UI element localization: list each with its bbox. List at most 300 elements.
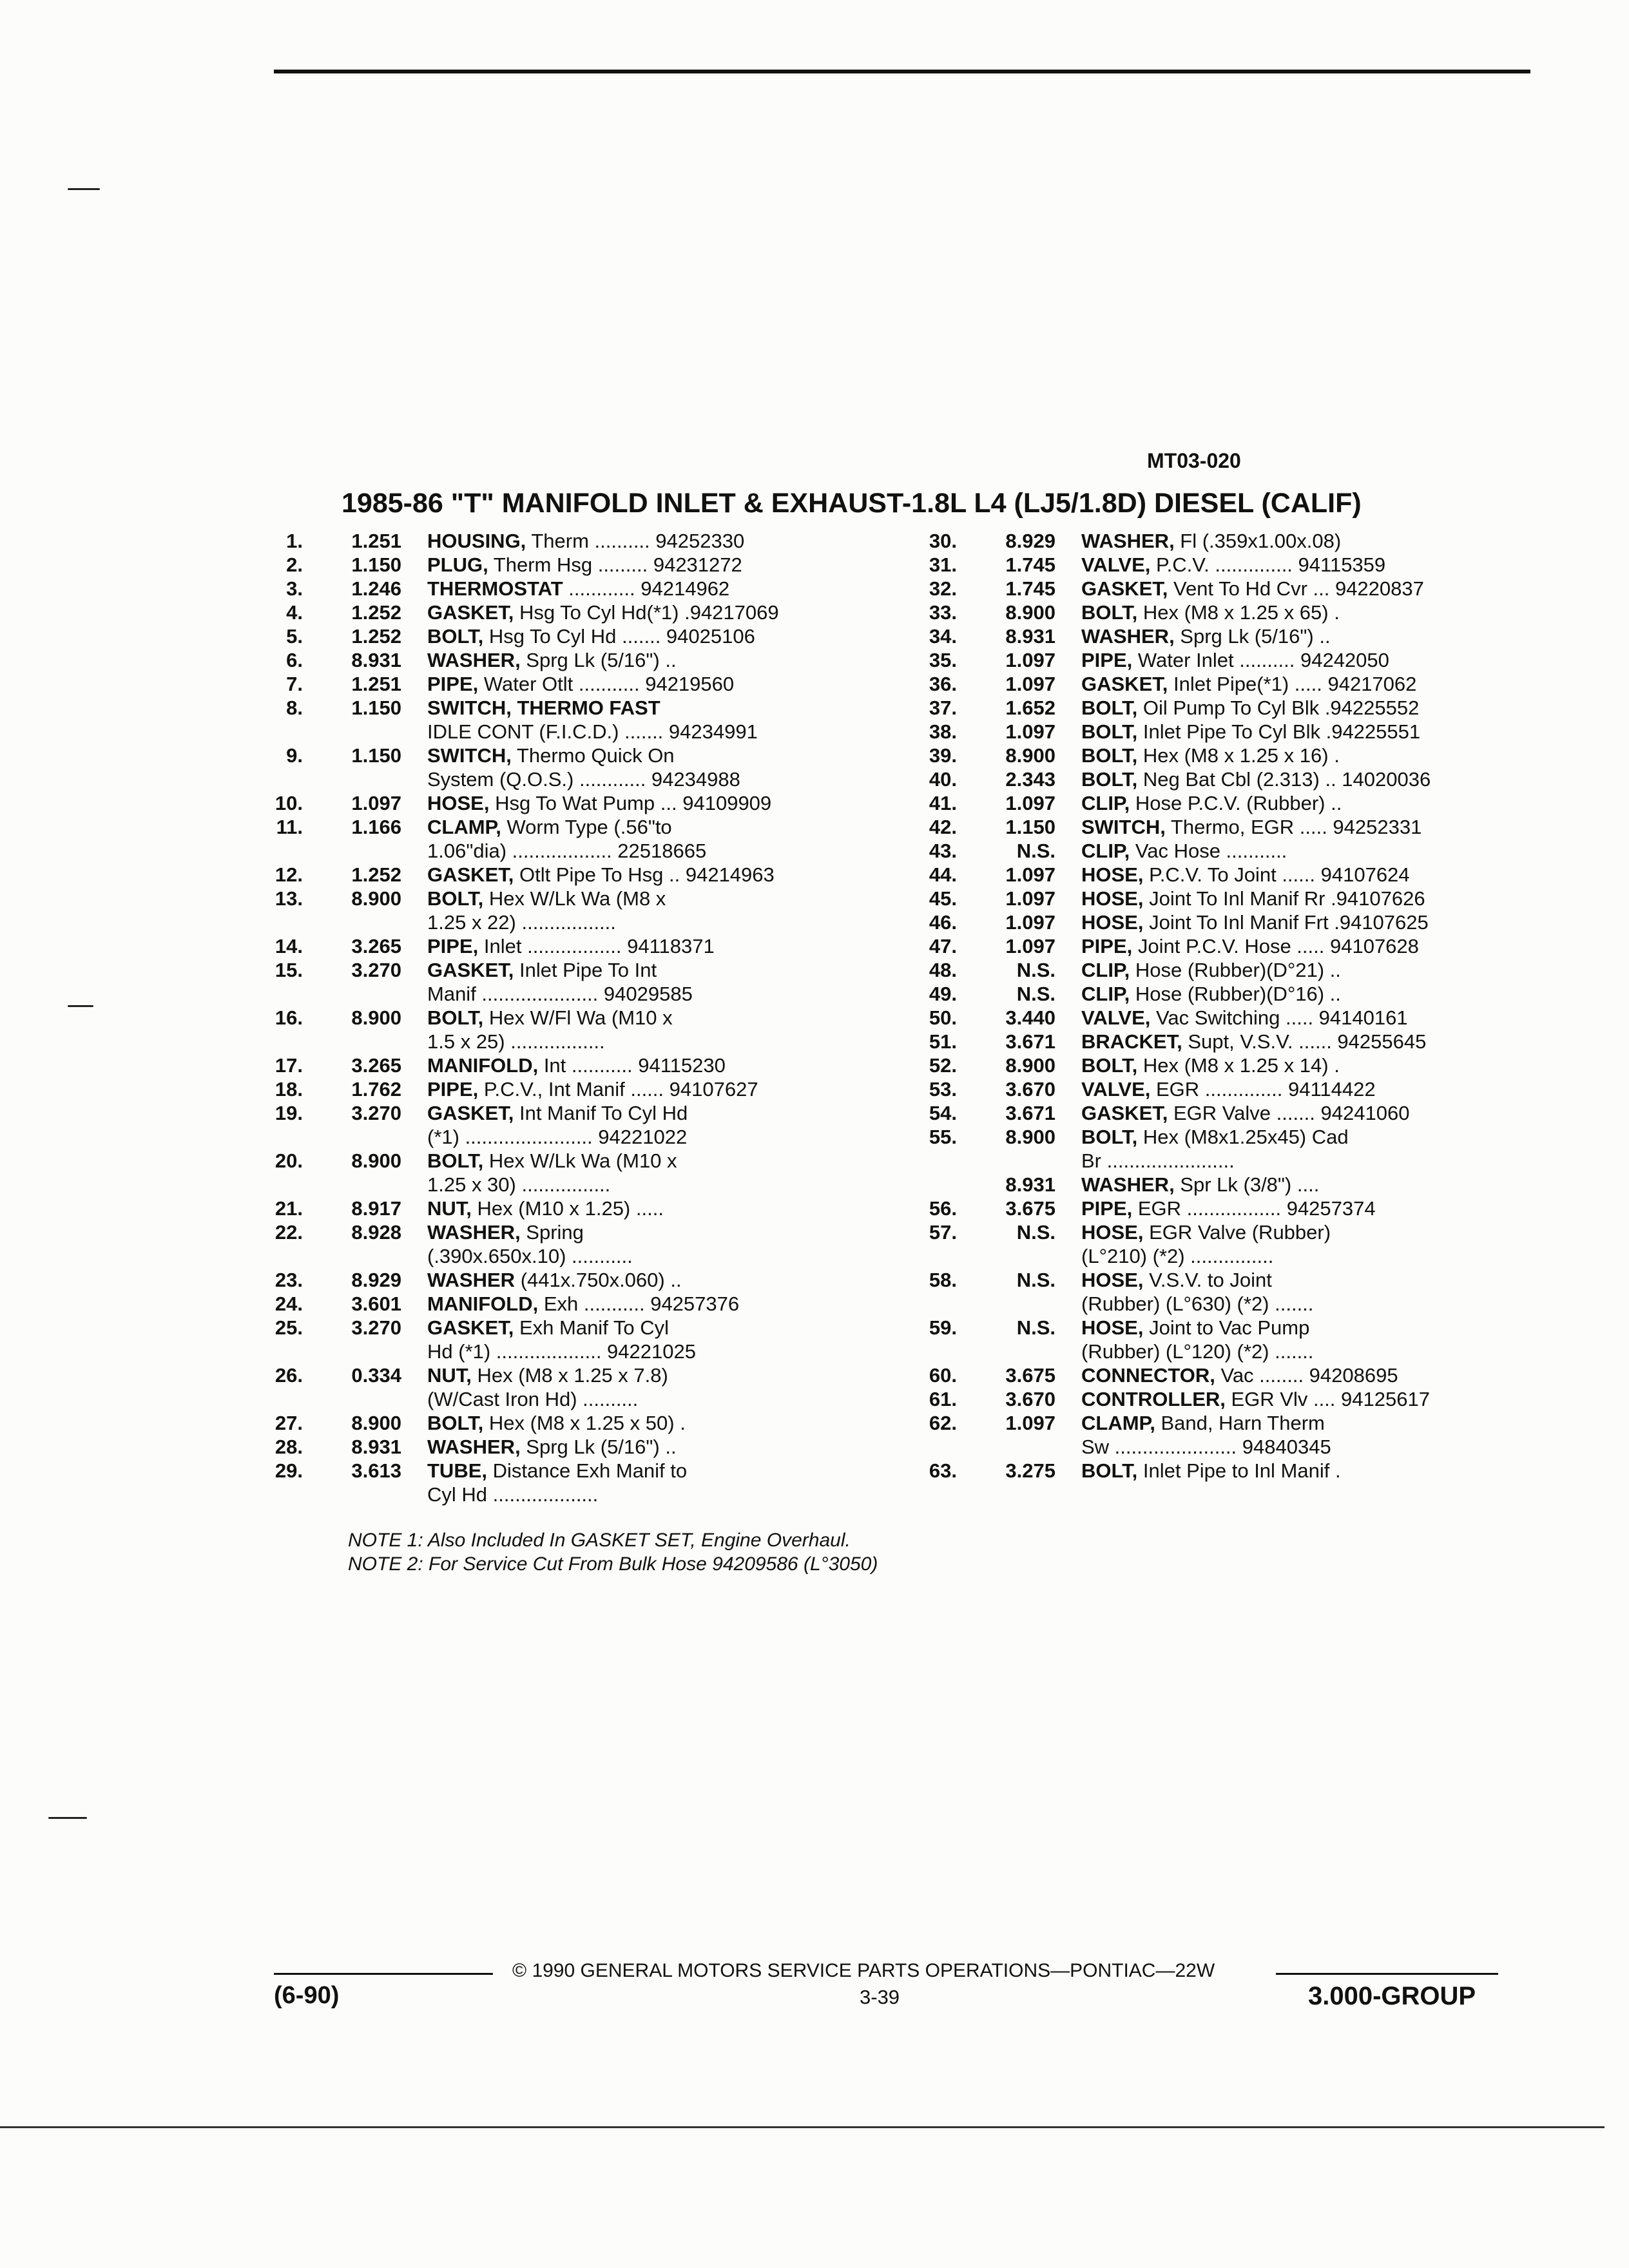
part-row bbox=[915, 1220, 1559, 1244]
item-number: 17. bbox=[275, 1054, 303, 1077]
part-description bbox=[401, 1268, 682, 1292]
part-detail: Hose P.C.V. (Rubber) .. bbox=[1130, 792, 1342, 814]
part-name: GASKET, bbox=[427, 1316, 514, 1339]
item-number: 8. bbox=[286, 697, 303, 719]
part-detail: Hex (M8x1.25x45) Cad bbox=[1137, 1126, 1349, 1148]
part-row bbox=[261, 815, 892, 839]
part-description bbox=[401, 1435, 677, 1459]
note-2: NOTE 2: For Service Cut From Bulk Hose 94209586 (L°3050) bbox=[348, 1553, 878, 1575]
part-row bbox=[261, 1387, 892, 1411]
part-name: GASKET, bbox=[427, 959, 514, 981]
part-row bbox=[915, 934, 1559, 958]
group-code: 3.675 bbox=[1005, 1364, 1055, 1387]
part-detail: ............ 94214962 bbox=[563, 577, 730, 600]
item-number: 27. bbox=[275, 1412, 303, 1434]
part-name: CLIP, bbox=[1081, 959, 1130, 981]
item-number: 3. bbox=[286, 577, 303, 600]
part-name: TUBE, bbox=[427, 1459, 487, 1482]
part-row bbox=[915, 1101, 1559, 1125]
part-description bbox=[1055, 577, 1424, 601]
part-name: BOLT, bbox=[427, 1412, 484, 1434]
group-code: 1.252 bbox=[351, 625, 401, 648]
item-number: 39. bbox=[929, 744, 957, 767]
part-row bbox=[261, 1411, 892, 1435]
part-description bbox=[1055, 696, 1419, 720]
item-number: 51. bbox=[929, 1030, 957, 1053]
part-row bbox=[915, 958, 1559, 982]
part-row bbox=[915, 720, 1559, 744]
binder-mark bbox=[68, 188, 100, 190]
item-number: 59. bbox=[929, 1316, 957, 1339]
part-row bbox=[261, 1173, 892, 1196]
item-number: 50. bbox=[929, 1006, 957, 1029]
part-detail: Hex (M8 x 1.25 x 65) . bbox=[1137, 601, 1340, 624]
part-name: HOSE, bbox=[1081, 911, 1144, 934]
part-row bbox=[261, 934, 892, 958]
part-name: VALVE, bbox=[1081, 1078, 1151, 1100]
group-code bbox=[303, 767, 401, 791]
group-code: 1.652 bbox=[1005, 697, 1055, 719]
group-code: N.S. bbox=[1016, 1316, 1055, 1339]
item-number: 14. bbox=[275, 935, 303, 957]
part-name: BOLT, bbox=[427, 887, 484, 910]
part-description bbox=[1055, 982, 1341, 1006]
item-number bbox=[915, 1173, 957, 1196]
part-row bbox=[915, 1173, 1559, 1196]
part-description bbox=[1055, 1006, 1408, 1030]
part-name: WASHER, bbox=[427, 649, 521, 671]
part-row bbox=[261, 767, 892, 791]
item-number: 48. bbox=[929, 959, 957, 981]
part-detail: EGR Valve (Rubber) bbox=[1143, 1221, 1331, 1244]
item-number: 23. bbox=[275, 1269, 303, 1291]
parts-list-right bbox=[915, 529, 1559, 1483]
part-detail: Thermo Quick On bbox=[511, 744, 675, 767]
part-row bbox=[261, 1363, 892, 1387]
part-detail: Hsg To Cyl Hd ....... 94025106 bbox=[483, 625, 755, 648]
part-name: CLIP, bbox=[1081, 983, 1130, 1005]
group-code: 1.097 bbox=[1005, 935, 1055, 957]
part-detail: (*1) ....................... 94221022 bbox=[427, 1126, 688, 1148]
part-row bbox=[915, 1411, 1559, 1435]
group-code: 1.097 bbox=[1005, 649, 1055, 671]
part-row bbox=[261, 863, 892, 887]
part-detail: Spr Lk (3/8") .... bbox=[1174, 1173, 1320, 1196]
part-description bbox=[401, 1220, 584, 1244]
part-row bbox=[261, 672, 892, 696]
part-row bbox=[915, 1340, 1559, 1363]
group-code: 3.601 bbox=[351, 1293, 401, 1315]
bottom-rule bbox=[0, 2126, 1605, 2128]
copyright: © 1990 GENERAL MOTORS SERVICE PARTS OPERATIONS—PONTIAC—22W bbox=[512, 1960, 1215, 1981]
group-code: 1.745 bbox=[1005, 577, 1055, 600]
part-detail: Sprg Lk (5/16") .. bbox=[1174, 625, 1331, 648]
part-description bbox=[401, 910, 616, 934]
group-code: 3.275 bbox=[1005, 1459, 1055, 1482]
item-number: 44. bbox=[929, 863, 957, 886]
part-description bbox=[401, 1053, 726, 1077]
part-description bbox=[401, 1459, 687, 1483]
part-name: BOLT, bbox=[1081, 1459, 1138, 1482]
part-row bbox=[261, 1316, 892, 1340]
part-row bbox=[915, 624, 1559, 648]
part-detail: Distance Exh Manif to bbox=[487, 1459, 688, 1482]
part-description bbox=[1055, 553, 1385, 577]
item-number: 19. bbox=[275, 1102, 303, 1124]
part-description bbox=[401, 1077, 758, 1101]
group-code: 1.745 bbox=[1005, 553, 1055, 576]
part-detail: Hex W/Lk Wa (M10 x bbox=[483, 1149, 677, 1172]
part-detail: Spring bbox=[520, 1221, 584, 1244]
group-code: 3.671 bbox=[1005, 1102, 1055, 1124]
part-description bbox=[1055, 791, 1342, 815]
group-code: 8.900 bbox=[351, 1149, 401, 1172]
item-number: 33. bbox=[929, 601, 957, 624]
group-code: 1.097 bbox=[1005, 863, 1055, 886]
group-code: 1.097 bbox=[1005, 911, 1055, 934]
part-name: GASKET, bbox=[1081, 577, 1168, 600]
part-row bbox=[915, 1435, 1559, 1459]
part-row bbox=[261, 887, 892, 910]
part-row bbox=[261, 577, 892, 601]
item-number: 61. bbox=[929, 1388, 957, 1410]
item-number bbox=[915, 1149, 957, 1173]
part-row bbox=[915, 529, 1559, 553]
part-row bbox=[915, 791, 1559, 815]
part-description bbox=[401, 815, 672, 839]
group-code bbox=[303, 839, 401, 863]
group-code: N.S. bbox=[1016, 959, 1055, 981]
item-number: 15. bbox=[275, 959, 303, 981]
group-code: 8.900 bbox=[1005, 1126, 1055, 1148]
item-number: 25. bbox=[275, 1316, 303, 1339]
item-number: 2. bbox=[286, 553, 303, 576]
part-row bbox=[915, 672, 1559, 696]
part-detail: P.C.V. .............. 94115359 bbox=[1150, 553, 1386, 576]
part-row bbox=[261, 1268, 892, 1292]
part-row bbox=[915, 767, 1559, 791]
group-code: 1.252 bbox=[351, 601, 401, 624]
part-description bbox=[1055, 1363, 1398, 1387]
group-code: 8.900 bbox=[1005, 744, 1055, 767]
part-detail: EGR ................. 94257374 bbox=[1132, 1197, 1376, 1220]
item-number: 31. bbox=[929, 553, 957, 576]
note-1: NOTE 1: Also Included In GASKET SET, Engine Overhaul. bbox=[348, 1530, 851, 1551]
part-name: PIPE, bbox=[1081, 1197, 1133, 1220]
part-detail: Hex (M8 x 1.25 x 16) . bbox=[1137, 744, 1340, 767]
part-description bbox=[1055, 887, 1425, 910]
part-description bbox=[401, 887, 666, 910]
part-detail: Hex (M8 x 1.25 x 14) . bbox=[1137, 1054, 1340, 1077]
part-description bbox=[1055, 767, 1431, 791]
part-name: BOLT, bbox=[1081, 1054, 1138, 1077]
group-code bbox=[303, 982, 401, 1006]
part-name: HOSE, bbox=[1081, 887, 1144, 910]
group-code: 1.251 bbox=[351, 530, 401, 552]
part-name: SWITCH, bbox=[427, 744, 512, 767]
part-row bbox=[915, 982, 1559, 1006]
item-number: 9. bbox=[286, 744, 303, 767]
part-detail: Cyl Hd ................... bbox=[427, 1483, 599, 1506]
part-description bbox=[1055, 1220, 1331, 1244]
part-detail: Hose (Rubber)(D°16) .. bbox=[1130, 983, 1341, 1005]
group-code bbox=[303, 1173, 401, 1196]
part-detail: Joint To Inl Manif Rr .94107626 bbox=[1143, 887, 1425, 910]
part-row bbox=[915, 1077, 1559, 1101]
item-number: 21. bbox=[275, 1197, 303, 1220]
part-row bbox=[915, 910, 1559, 934]
part-row bbox=[915, 1125, 1559, 1149]
part-row bbox=[261, 1101, 892, 1125]
part-name: HOSE, bbox=[1081, 1269, 1144, 1291]
part-row bbox=[261, 648, 892, 672]
part-name: HOSE, bbox=[427, 792, 490, 814]
item-number bbox=[915, 1435, 957, 1459]
item-number: 29. bbox=[275, 1459, 303, 1482]
part-description bbox=[1055, 1292, 1313, 1316]
part-detail: Sprg Lk (5/16") .. bbox=[520, 649, 677, 671]
part-detail: Water Inlet .......... 94242050 bbox=[1132, 649, 1389, 671]
part-description bbox=[1055, 1411, 1325, 1435]
part-row bbox=[915, 1030, 1559, 1053]
part-description bbox=[401, 934, 715, 958]
item-number: 26. bbox=[275, 1364, 303, 1387]
part-detail: Joint P.C.V. Hose ..... 94107628 bbox=[1132, 935, 1419, 957]
part-detail: Hex W/Lk Wa (M8 x bbox=[483, 887, 666, 910]
part-row bbox=[915, 1244, 1559, 1268]
part-name: BOLT, bbox=[1081, 1126, 1138, 1148]
group-code: 8.900 bbox=[1005, 1054, 1055, 1077]
item-number: 49. bbox=[929, 983, 957, 1005]
item-number: 40. bbox=[929, 768, 957, 791]
part-name: PIPE, bbox=[1081, 935, 1133, 957]
part-detail: Hd (*1) ................... 94221025 bbox=[427, 1340, 696, 1363]
part-detail: (Rubber) (L°120) (*2) ....... bbox=[1081, 1340, 1314, 1363]
item-number: 57. bbox=[929, 1221, 957, 1244]
group-code: 1.097 bbox=[1005, 673, 1055, 695]
part-description bbox=[401, 1101, 688, 1125]
footer-rule-right bbox=[1276, 1973, 1498, 1975]
part-detail: Hex (M8 x 1.25 x 50) . bbox=[483, 1412, 686, 1434]
part-row bbox=[261, 1030, 892, 1053]
item-number bbox=[915, 1292, 957, 1316]
part-description bbox=[401, 624, 755, 648]
part-name: WASHER bbox=[427, 1269, 516, 1291]
group-code: 8.917 bbox=[351, 1197, 401, 1220]
part-detail: 1.25 x 30) ................ bbox=[427, 1173, 611, 1196]
item-number: 30. bbox=[929, 530, 957, 552]
part-row bbox=[915, 839, 1559, 863]
part-description bbox=[1055, 601, 1340, 624]
part-row bbox=[261, 1220, 892, 1244]
part-name: BOLT, bbox=[427, 1149, 484, 1172]
part-name: GASKET, bbox=[427, 1102, 514, 1124]
part-name: GASKET, bbox=[427, 601, 514, 624]
item-number: 47. bbox=[929, 935, 957, 957]
part-row bbox=[915, 1459, 1559, 1483]
part-row bbox=[261, 529, 892, 553]
part-description bbox=[1055, 672, 1416, 696]
part-name: BOLT, bbox=[427, 1006, 484, 1029]
part-row bbox=[261, 1125, 892, 1149]
part-detail: Otlt Pipe To Hsg .. 94214963 bbox=[514, 863, 775, 886]
part-detail: Int ........... 94115230 bbox=[538, 1054, 726, 1077]
group-code bbox=[303, 910, 401, 934]
part-name: PIPE, bbox=[427, 673, 479, 695]
part-name: THERMOSTAT bbox=[427, 577, 563, 600]
part-detail: Inlet Pipe to Inl Manif . bbox=[1137, 1459, 1341, 1482]
item-number: 42. bbox=[929, 816, 957, 838]
group-code bbox=[957, 1435, 1055, 1459]
part-row bbox=[915, 1196, 1559, 1220]
part-row bbox=[261, 1006, 892, 1030]
item-number bbox=[261, 720, 303, 744]
part-description bbox=[401, 958, 657, 982]
part-description bbox=[401, 1244, 633, 1268]
part-detail: Fl (.359x1.00x.08) bbox=[1174, 530, 1342, 552]
item-number: 37. bbox=[929, 697, 957, 719]
part-row bbox=[915, 815, 1559, 839]
part-row bbox=[261, 696, 892, 720]
part-description bbox=[1055, 1030, 1426, 1053]
item-number bbox=[261, 839, 303, 863]
group-code bbox=[303, 1244, 401, 1268]
item-number bbox=[261, 1340, 303, 1363]
item-number bbox=[261, 1125, 303, 1149]
part-row bbox=[915, 577, 1559, 601]
group-code: 3.270 bbox=[351, 959, 401, 981]
part-detail: (L°210) (*2) ............... bbox=[1081, 1245, 1274, 1267]
part-detail: Inlet Pipe To Cyl Blk .94225551 bbox=[1137, 720, 1421, 743]
part-description bbox=[401, 1387, 638, 1411]
part-name: PIPE, bbox=[427, 935, 479, 957]
group-code: 1.097 bbox=[1005, 792, 1055, 814]
group-code: 1.097 bbox=[1005, 1412, 1055, 1434]
footer-rule-left bbox=[274, 1973, 493, 1975]
part-description bbox=[401, 601, 779, 624]
item-number: 18. bbox=[275, 1078, 303, 1100]
notes bbox=[348, 1528, 878, 1576]
group-code: 8.931 bbox=[1005, 625, 1055, 648]
page-number: 3-39 bbox=[860, 1986, 900, 2008]
part-description bbox=[1055, 1077, 1376, 1101]
part-description bbox=[401, 1483, 598, 1506]
group-number: 3.000-GROUP bbox=[1308, 1982, 1476, 2010]
item-number: 45. bbox=[929, 887, 957, 910]
item-number: 34. bbox=[929, 625, 957, 648]
part-description bbox=[1055, 1244, 1273, 1268]
part-name: HOSE, bbox=[1081, 1316, 1144, 1339]
part-row bbox=[261, 1459, 892, 1483]
part-row bbox=[261, 601, 892, 624]
group-code bbox=[303, 1125, 401, 1149]
group-code bbox=[303, 1340, 401, 1363]
part-name: MANIFOLD, bbox=[427, 1054, 539, 1077]
part-detail: Vac ........ 94208695 bbox=[1215, 1364, 1398, 1387]
part-detail: Hsg To Cyl Hd(*1) .94217069 bbox=[514, 601, 779, 624]
part-description bbox=[401, 1125, 687, 1149]
item-number: 28. bbox=[275, 1436, 303, 1458]
item-number bbox=[261, 982, 303, 1006]
group-code: 3.670 bbox=[1005, 1388, 1055, 1410]
item-number bbox=[261, 910, 303, 934]
group-code: 8.928 bbox=[351, 1221, 401, 1244]
part-detail: Supt, V.S.V. ...... 94255645 bbox=[1182, 1030, 1427, 1053]
item-number: 32. bbox=[929, 577, 957, 600]
part-name: SWITCH, bbox=[1081, 816, 1166, 838]
part-name: PIPE, bbox=[1081, 649, 1133, 671]
item-number: 63. bbox=[929, 1459, 957, 1482]
part-description bbox=[401, 1340, 696, 1363]
part-description bbox=[1055, 1125, 1349, 1149]
part-name: BOLT, bbox=[427, 625, 484, 648]
part-row bbox=[261, 1244, 892, 1268]
part-name: WASHER, bbox=[427, 1436, 521, 1458]
item-number bbox=[261, 1387, 303, 1411]
part-name: BRACKET, bbox=[1081, 1030, 1182, 1053]
part-detail: Joint To Inl Manif Frt .94107625 bbox=[1143, 911, 1429, 934]
revision-date: (6-90) bbox=[274, 1982, 340, 2009]
part-detail: EGR Vlv .... 94125617 bbox=[1225, 1388, 1430, 1410]
group-code bbox=[957, 1340, 1055, 1363]
part-detail: 1.06"dia) .................. 22518665 bbox=[427, 840, 707, 862]
group-code: 1.166 bbox=[351, 816, 401, 838]
part-row bbox=[261, 624, 892, 648]
part-row bbox=[261, 1483, 892, 1506]
part-description bbox=[1055, 934, 1419, 958]
part-row bbox=[915, 1268, 1559, 1292]
part-description bbox=[401, 529, 744, 553]
part-description bbox=[1055, 1173, 1319, 1196]
group-code: 8.931 bbox=[351, 1436, 401, 1458]
group-code: 2.343 bbox=[1005, 768, 1055, 791]
part-detail: Exh Manif To Cyl bbox=[514, 1316, 669, 1339]
group-code: 1.150 bbox=[1005, 816, 1055, 838]
group-code: 3.440 bbox=[1005, 1006, 1055, 1029]
part-row bbox=[261, 1149, 892, 1173]
part-description bbox=[1055, 958, 1341, 982]
part-detail: Vac Switching ..... 94140161 bbox=[1150, 1006, 1408, 1029]
part-name: PLUG, bbox=[427, 553, 488, 576]
part-detail: Water Otlt ........... 94219560 bbox=[478, 673, 735, 695]
part-description bbox=[401, 744, 675, 767]
part-detail: P.C.V. To Joint ...... 94107624 bbox=[1143, 863, 1410, 886]
item-number: 46. bbox=[929, 911, 957, 934]
part-description bbox=[401, 577, 729, 601]
part-name: PIPE, bbox=[427, 1078, 479, 1100]
part-detail: Hex (M8 x 1.25 x 7.8) bbox=[471, 1364, 668, 1387]
part-name: WASHER, bbox=[1081, 625, 1175, 648]
part-description bbox=[401, 1173, 610, 1196]
part-detail: Vac Hose ........... bbox=[1130, 840, 1287, 862]
part-description bbox=[1055, 529, 1341, 553]
item-number bbox=[261, 1173, 303, 1196]
part-name: BOLT, bbox=[1081, 697, 1138, 719]
group-code: 3.270 bbox=[351, 1102, 401, 1124]
part-row bbox=[915, 863, 1559, 887]
part-name: WASHER, bbox=[427, 1221, 521, 1244]
part-detail: (.390x.650x.10) ........... bbox=[427, 1245, 633, 1267]
group-code: 8.900 bbox=[351, 1412, 401, 1434]
part-description bbox=[1055, 839, 1287, 863]
part-row bbox=[915, 1006, 1559, 1030]
group-code: N.S. bbox=[1016, 1221, 1055, 1244]
part-description bbox=[1055, 1459, 1341, 1483]
part-detail: Int Manif To Cyl Hd bbox=[514, 1102, 688, 1124]
item-number: 12. bbox=[275, 863, 303, 886]
item-number: 54. bbox=[929, 1102, 957, 1124]
item-number bbox=[261, 1244, 303, 1268]
